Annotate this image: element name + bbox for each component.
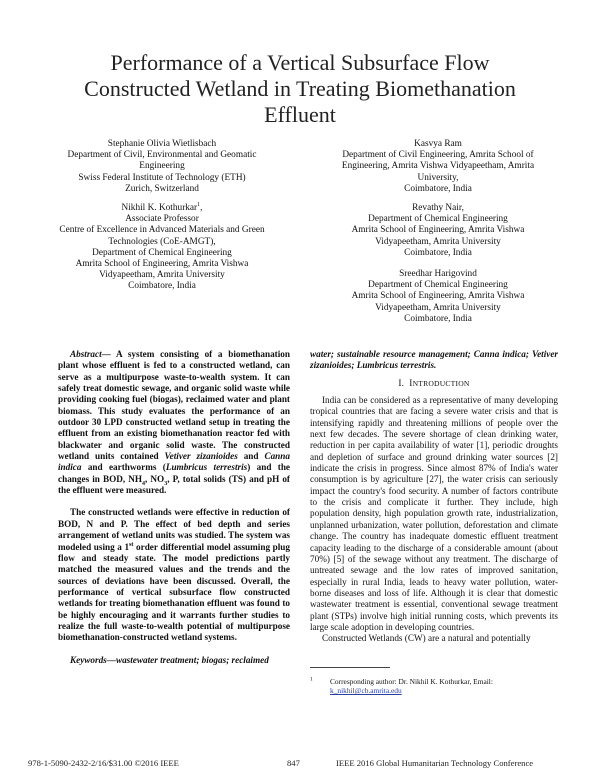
footer-isbn: 978-1-5090-2432-2/16/$31.00 ©2016 IEEE xyxy=(28,758,179,768)
left-column xyxy=(58,349,290,666)
footnote xyxy=(310,677,560,695)
author-affiliation: Department of Civil, Environmental and Geomatic xyxy=(67,150,257,161)
abstract-paragraph: The constructed wetlands were effective in reduction of BOD, N and P. The effect of bed depth and series arrangement of wetland units was studied. The system was modeled using a 1st order differential model assuming plug flow and steady state. The model predictions partly matched the measured values and the trends and the sources of deviations have been discussed. Overall, the performance of vertical subsurface flow constructed wetlands for treating biomethanation effluent was found to be highly encouraging and it warrants further studies to realize the full waste-to-wealth potential of multipurpose biomethanation-constructed wetland systems. xyxy=(58,507,291,643)
author-affiliation: Coimbatore, India xyxy=(128,281,196,292)
author-name: Kasvya Ram xyxy=(414,139,462,149)
author-footnote-mark: 1 xyxy=(197,201,201,208)
author-name: Sreedhar Harigovind xyxy=(399,269,477,279)
keywords: Keywords—wastewater treatment; biogas; reclaimed xyxy=(70,654,269,665)
author-block-ram xyxy=(328,139,548,195)
author-name: Nikhil K. Kothurkar$^1$, xyxy=(121,201,203,213)
footnote-rule xyxy=(310,667,390,668)
author-affiliation: Vidyapeetham, Amrita University xyxy=(375,302,501,313)
title-line: Constructed Wetland in Treating Biomethanation xyxy=(84,76,516,101)
keywords-label: Keywords— xyxy=(70,654,116,665)
author-title: Associate Professor xyxy=(125,214,199,225)
author-affiliation: Amrita School of Engineering, Amrita Vishwa xyxy=(75,259,249,270)
author-affiliation: Amrita School of Engineering, Amrita Vishwa xyxy=(351,291,525,302)
intro-paragraph: India can be considered as a representative of many developing tropical countries that are facing a severe water crisis and that is intensifying rapidly and threatening millions of people over the next few decades. The severe shortage of clean drinking water, reduction in per capita availability of water [1], periodic droughts and depletion of surface and ground drinking water sources [2] indicate the crisis in progress. Since almost 87% of India's water consumption is by agriculture [27], the water crisis can seriously impact the country's food security. A number of factors contribute to the crisis and complicate it further. They include, high population density, high population growth rate, industrialization, unplanned urbanization, water pollution, deforestation and climate change. The country has inadequate domestic effluent treatment capacity leading to the discharge of a considerable amount (about 70%) [5] of the sewage without any treatment. The discharge of untreated sewage and the low rates of improved sanitation, especially in rural India, leads to heavy water pollution, water-borne diseases and loss of life. Although it is clear that domestic wastewater treatment is essential, conventional sewage treatment plant (STPs) involve high initial running costs, which prevents its large scale adoption in developing countries. xyxy=(310,395,558,632)
author-affiliation: Engineering, Amrita Vishwa Vidyapeetham, Amrita xyxy=(341,161,535,172)
author-block-wietlisbach xyxy=(52,139,272,195)
author-affiliation: Department of Chemical Engineering xyxy=(368,214,508,225)
intro-paragraph: Constructed Wetlands (CW) are a natural and potentially xyxy=(322,633,531,644)
corresponding-email-link[interactable]: k_nikhil@cb.amrita.edu xyxy=(330,686,402,695)
author-affiliation: Coimbatore, India xyxy=(404,313,472,324)
author-affiliation: Amrita School of Engineering, Amrita Vishwa xyxy=(351,225,525,236)
author-affiliation: Centre of Excellence in Advanced Materials and Green xyxy=(59,225,265,236)
author-affiliation: Department of Civil Engineering, Amrita School of xyxy=(342,150,534,161)
author-name: Revathy Nair, xyxy=(412,203,464,213)
abstract-label: Abstract— xyxy=(70,349,111,359)
footnote-mark: 1 xyxy=(310,676,313,683)
author-affiliation: Department of Chemical Engineering xyxy=(368,280,508,291)
abstract-paragraph: Abstract— A system consisting of a biomethanation plant whose effluent is fed to a constructed wetland, can serve as a multipurpose waste-to-wealth system. It can safely treat domestic sewage, and organic solid waste while providing cooking fuel (biogas), reclaimed water and plant biomass. This study evaluates the performance of an outdoor 30 LPD constructed wetland setup in treating the effluent from an existing biomethanation reactor fed with blackwater and organic solid waste. The constructed wetland units contained Vetiver zizanioides and Canna indica and earthworms (Lumbricus terrestris) and the changes in BOD, $NH_4$, $NO_3$, P, total solids (TS) and pH of the effluent were measured. xyxy=(58,349,291,496)
title-line: Effluent xyxy=(264,102,336,127)
footnote-text: Corresponding author: Dr. Nikhil K. Kothurkar, Email: xyxy=(330,677,493,686)
author-affiliation: Swiss Federal Institute of Technology (ETH) xyxy=(78,172,246,183)
author-name: Stephanie Olivia Wietlisbach xyxy=(107,139,217,149)
footer-conference: IEEE 2016 Global Humanitarian Technology Conference xyxy=(336,758,534,768)
author-affiliation: Engineering xyxy=(139,161,185,172)
author-affiliation: Zurich, Switzerland xyxy=(125,183,199,194)
title-line: Performance of a Vertical Subsurface Flow xyxy=(110,50,490,75)
author-affiliation: Department of Chemical Engineering xyxy=(92,247,232,258)
author-block-kothurkar xyxy=(52,203,272,293)
keywords-continued: water; sustainable resource management; Canna indica; Vetiver zizanioides; Lumbricus terrestris. xyxy=(310,349,558,371)
paper-title xyxy=(40,50,560,128)
author-affiliation: Vidyapeetham, Amrita University xyxy=(99,270,225,281)
page-number: 847 xyxy=(287,758,300,768)
author-affiliation: Technologies (CoE-AMGT), xyxy=(108,236,216,247)
right-column xyxy=(310,349,558,645)
author-affiliation: Coimbatore, India xyxy=(404,247,472,258)
author-affiliation: University, xyxy=(417,172,459,183)
author-affiliation: Coimbatore, India xyxy=(404,183,472,194)
author-block-harigovind xyxy=(328,269,548,325)
author-affiliation: Vidyapeetham, Amrita University xyxy=(375,236,501,247)
author-block-nair xyxy=(328,203,548,259)
section-heading-introduction: I. INTRODUCTION xyxy=(398,378,470,389)
